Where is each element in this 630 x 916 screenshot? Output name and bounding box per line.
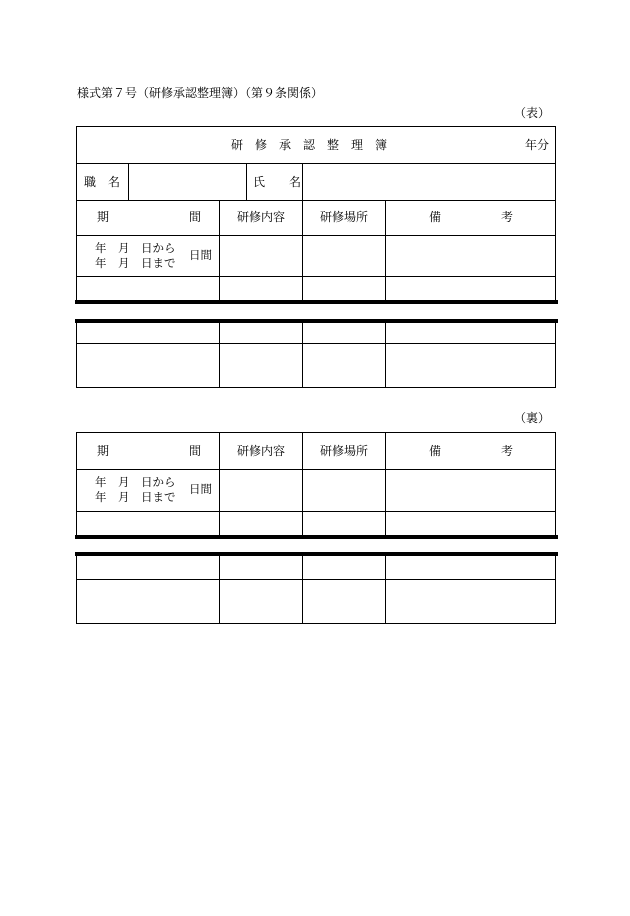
back-col-period-label: 期 bbox=[97, 444, 110, 458]
days-text: 日間 bbox=[189, 248, 212, 262]
date-from-text: 年 月 日から bbox=[95, 241, 176, 255]
col-location-label: 研修場所 bbox=[320, 210, 369, 224]
col-remarks-label-1: 備 bbox=[429, 210, 442, 224]
col-content-label: 研修内容 bbox=[237, 210, 286, 224]
back-register-table-continued bbox=[76, 555, 556, 624]
col-period-end-label: 間 bbox=[189, 210, 202, 224]
front-register-table-continued bbox=[76, 322, 556, 388]
back-date-from-text: 年 月 日から bbox=[95, 475, 176, 489]
back-days-text: 日間 bbox=[189, 482, 212, 496]
back-break-line-top bbox=[75, 535, 558, 539]
back-date-to-text: 年 月 日まで bbox=[95, 490, 176, 504]
register-title: 研 修 承 認 整 理 簿 bbox=[231, 138, 388, 152]
front-side-label: （表） bbox=[513, 106, 550, 120]
back-col-remarks-label-2: 考 bbox=[501, 444, 514, 458]
front-break-line-top bbox=[75, 300, 558, 304]
name-label: 氏 名 bbox=[253, 175, 302, 189]
form-title: 様式第７号（研修承認整理簿）（第９条関係） bbox=[77, 86, 324, 100]
back-col-remarks-label-1: 備 bbox=[429, 444, 442, 458]
job-title-label: 職 名 bbox=[84, 175, 121, 189]
back-side-label: （裏） bbox=[513, 411, 550, 425]
back-col-content-label: 研修内容 bbox=[237, 444, 286, 458]
front-register-table bbox=[76, 126, 556, 301]
col-remarks-label-2: 考 bbox=[501, 210, 514, 224]
date-to-text: 年 月 日まで bbox=[95, 256, 176, 270]
back-col-period-end-label: 間 bbox=[189, 444, 202, 458]
back-col-location-label: 研修場所 bbox=[320, 444, 369, 458]
back-register-table bbox=[76, 432, 556, 536]
col-period-label: 期 bbox=[97, 210, 110, 224]
year-suffix: 年分 bbox=[524, 138, 549, 152]
